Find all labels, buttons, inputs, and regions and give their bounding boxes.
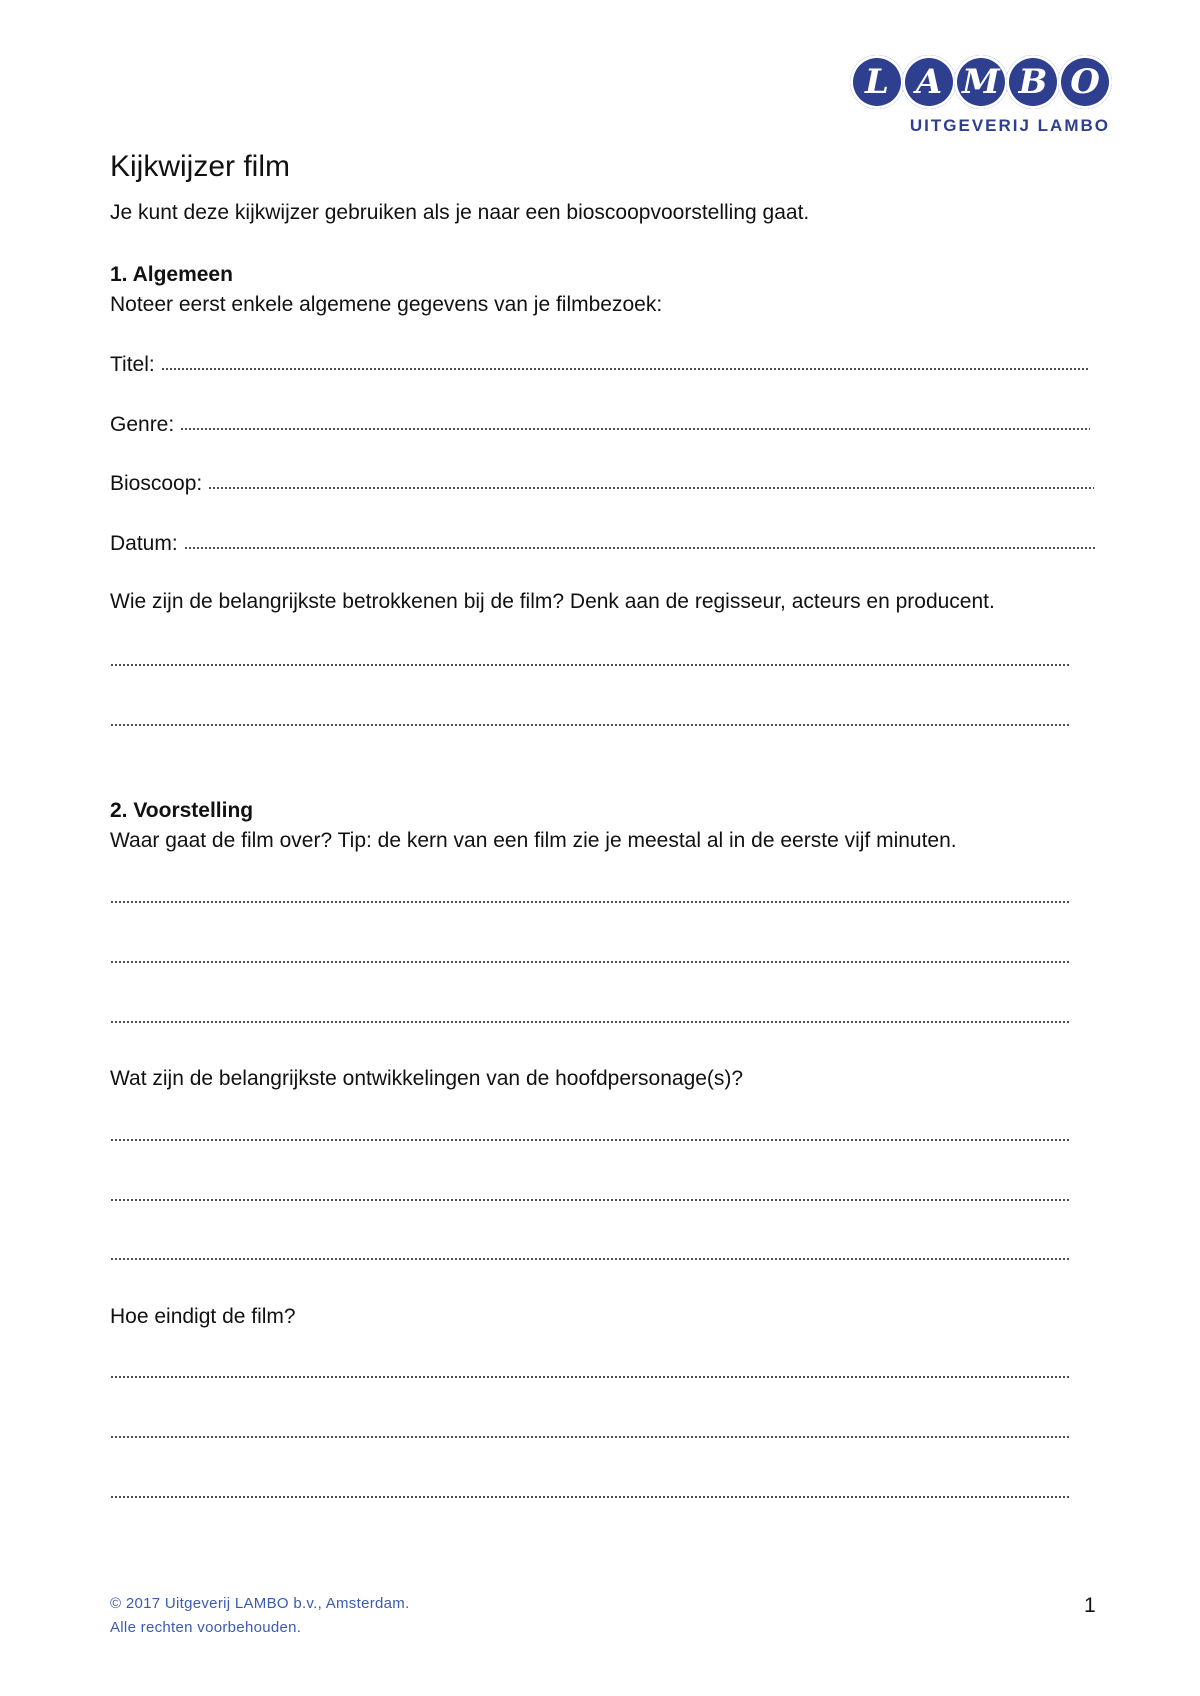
- page-title: Kijkwijzer film: [110, 150, 290, 183]
- answer-line[interactable]: [110, 898, 1070, 904]
- logo-subtitle: UITGEVERIJ LAMBO: [909, 116, 1110, 135]
- copyright-text: © 2017 Uitgeverij LAMBO b.v., Amsterdam.: [110, 1595, 410, 1612]
- section-1-instruction: Noteer eerst enkele algemene gegevens van je filmbezoek:: [110, 293, 663, 316]
- answer-line[interactable]: [110, 1018, 1070, 1024]
- copyright-footer: [110, 1592, 410, 1640]
- logo-circles: [850, 54, 1120, 110]
- answer-line[interactable]: [110, 721, 1070, 727]
- cinema-field[interactable]: [110, 470, 1094, 496]
- page-number: 1: [1084, 1594, 1096, 1617]
- answer-line[interactable]: [110, 661, 1070, 667]
- rights-text: Alle rechten voorbehouden.: [110, 1619, 302, 1636]
- character-question: Wat zijn de belangrijkste ontwikkelingen van de hoofdpersonage(s)?: [110, 1067, 744, 1090]
- answer-line[interactable]: [110, 1433, 1070, 1439]
- genre-answer-line[interactable]: [180, 411, 1090, 431]
- section-2-heading: 2. Voorstelling: [110, 799, 254, 822]
- title-field-label: Titel:: [110, 353, 155, 376]
- answer-line[interactable]: [110, 958, 1070, 964]
- publisher-logo: [850, 54, 1120, 138]
- logo-letter-b: B: [1006, 55, 1060, 109]
- cinema-answer-line[interactable]: [208, 470, 1094, 490]
- answer-line[interactable]: [110, 1493, 1070, 1499]
- intro-text: Je kunt deze kijkwijzer gebruiken als je naar een bioscoopvoorstelling gaat.: [110, 201, 810, 224]
- title-answer-line[interactable]: [161, 351, 1090, 371]
- genre-field[interactable]: [110, 411, 1090, 437]
- date-answer-line[interactable]: [184, 530, 1096, 550]
- answer-line[interactable]: [110, 1255, 1070, 1261]
- people-question: Wie zijn de belangrijkste betrokkenen bij de film? Denk aan de regisseur, acteurs en producent.: [110, 590, 995, 613]
- cinema-field-label: Bioscoop:: [110, 472, 203, 495]
- genre-field-label: Genre:: [110, 413, 175, 436]
- logo-letter-o: O: [1058, 55, 1112, 109]
- logo-letter-a: A: [902, 55, 956, 109]
- answer-line[interactable]: [110, 1136, 1070, 1142]
- answer-line[interactable]: [110, 1373, 1070, 1379]
- title-field[interactable]: [110, 351, 1090, 377]
- date-field[interactable]: [110, 530, 1096, 556]
- ending-question: Hoe eindigt de film?: [110, 1305, 296, 1328]
- answer-line[interactable]: [110, 1196, 1070, 1202]
- date-field-label: Datum:: [110, 532, 178, 555]
- logo-letter-l: L: [850, 55, 904, 109]
- section-1-heading: 1. Algemeen: [110, 263, 233, 286]
- logo-letter-m: M: [954, 55, 1008, 109]
- plot-question: Waar gaat de film over? Tip: de kern van een film zie je meestal al in de eerste vijf minuten.: [110, 829, 957, 852]
